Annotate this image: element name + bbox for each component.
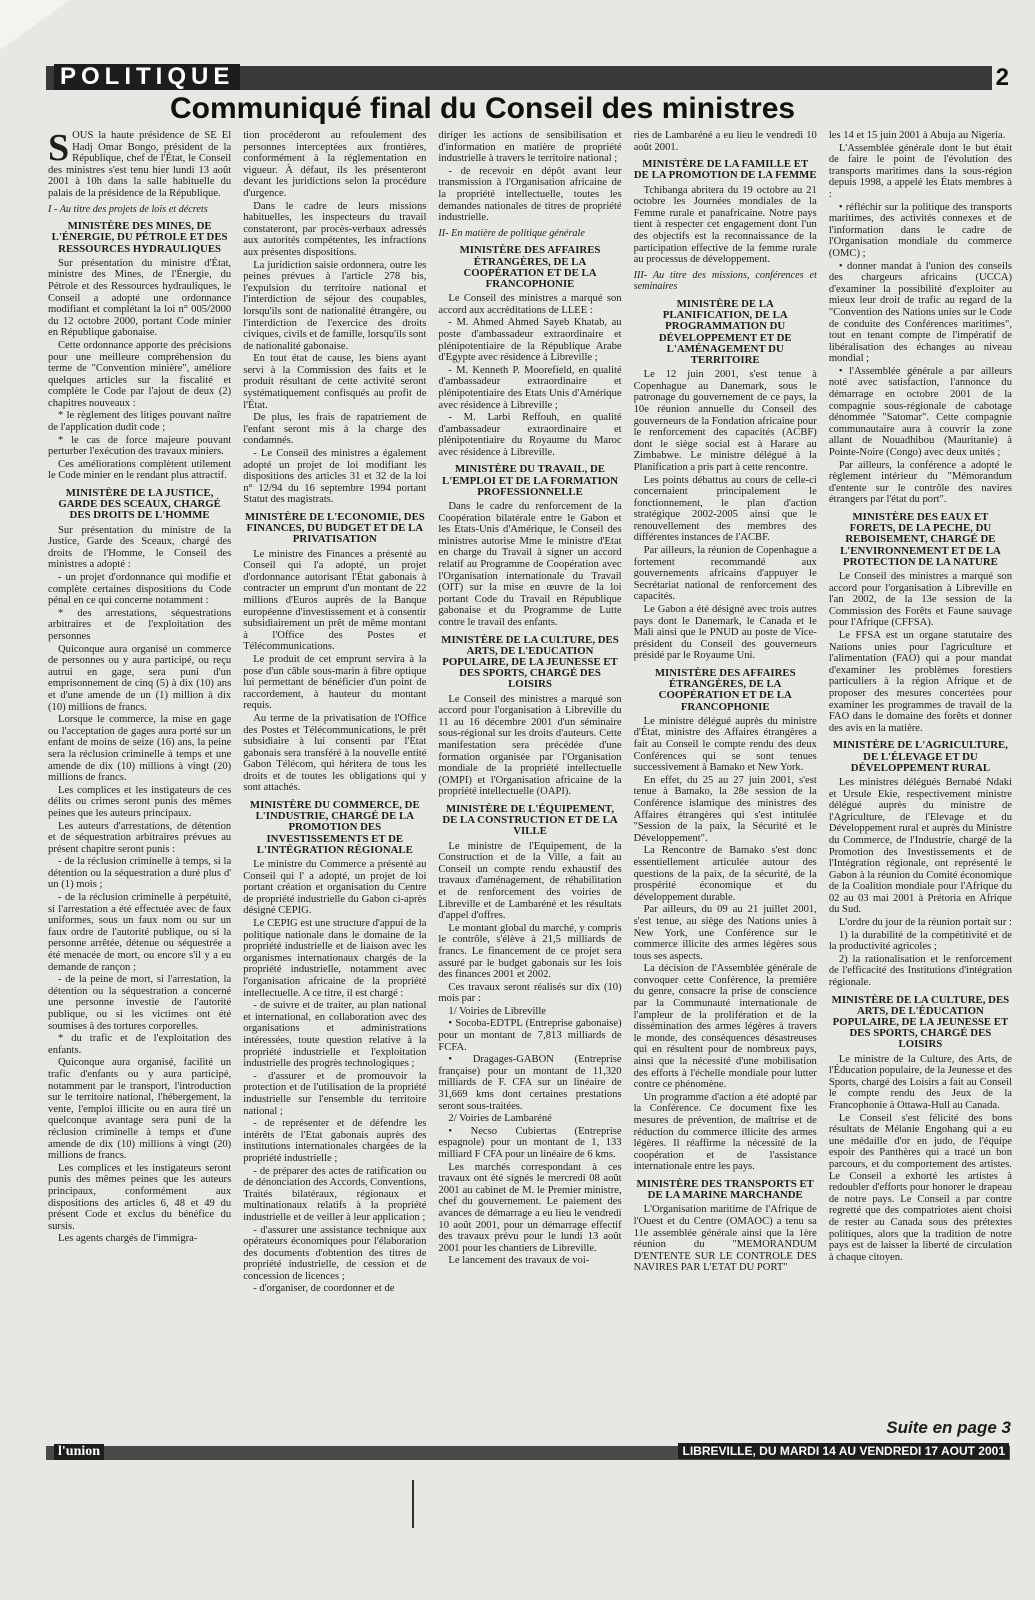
paragraph-text: MINISTÈRE DU TRAVAIL, DE L'EMPLOI ET DE LA FORMATION PROFESSIONNELLE	[442, 463, 618, 498]
article-paragraph	[48, 1233, 231, 1245]
ministry-heading	[48, 488, 231, 522]
ministry-heading	[634, 1179, 817, 1201]
article-paragraph	[438, 166, 621, 224]
paragraph-text: MINISTÈRE DE L'AGRICULTURE, DE L'ÉLEVAGE ET DU DÉVELOPPEMENT RURAL	[832, 739, 1008, 774]
article-paragraph	[48, 785, 231, 820]
paragraph-text: Quiconque aura organisé un commerce de personnes ou y aura participé, ou reçu autrui en gage, sera puni d'un emprisonnement de cinq (5) à dix (10) ans et d'une amende de un (1) million à dix (10) millions de francs.	[48, 643, 232, 713]
paragraph-text: • réfléchir sur la politique des transports maritimes, des activités connexes et de l'information dans le cadre de l'Organisation mondiale du commerce (OMC) ;	[828, 201, 1013, 259]
paragraph-text: Le Gabon a été désigné avec trois autres pays dont le Danemark, le Canada et le Mali ainsi que le PNUD au poste de Vice-président du Conseil des gouverneurs présidé par le Royaume Uni.	[633, 604, 817, 662]
paragraph-text: Le ministre du Commerce a présenté au Conseil qui l' a adopté, un projet de loi portant création et organisation du Centre de propriété industrielle du Gabon ci-après désigné CEPIG.	[243, 859, 427, 917]
paragraph-text: • Socoba-EDTPL (Entreprise gabonaise) pour un montant de 7,813 milliards de FCFA.	[438, 1018, 622, 1053]
article-paragraph	[243, 353, 426, 411]
article-column-4	[634, 130, 817, 1418]
article-paragraph	[634, 963, 817, 1091]
paragraph-text: MINISTÈRE DE L'ECONOMIE, DES FINANCES, DU BUDGET ET DE LA PRIVATISATION	[244, 511, 425, 546]
paragraph-text: Sur présentation du ministre d'État, ministre des Mines, de l'Énergie, du Pétrole et des Ressources hydrauliques, le Conseil a adopté une ordonnance modifiant et complétant la loi n° 005/2000 du 12 octobre 2000, portant Code minier en République gabonaise.	[48, 257, 232, 339]
paragraph-text: L'Organisation maritime de l'Afrique de l'Ouest et du Centre (OMAOC) a tenu sa 11e assemblée générale ainsi que la 1ère réunion du "MEMORANDUM D'ENTENTE SUR LE CONTROLE DES NAVIRES PAR L'ETAT DU PORT"	[633, 1204, 817, 1274]
article-paragraph	[829, 143, 1012, 201]
article-paragraph	[634, 604, 817, 662]
paragraph-text: Les points débattus au cours de celle-ci concernaient principalement le fonctionnement, le plan d'action stratégique 2002-2005 ainsi que le renouvellement des membres des différentes instances de l'ACBF.	[633, 474, 817, 544]
paragraph-text: Le produit de cet emprunt servira à la pose d'un câble sous-marin à fibre optique lui permettant de bénéficier d'un point de raccordement, à hauteur du montant requis.	[243, 653, 427, 712]
paragraph-text: - M. Kenneth P. Moorefield, en qualité d'ambassadeur extraordinaire et plénipotentiaire des Etats Unis d'Amérique avec résidence à Libreville ;	[438, 364, 622, 411]
paragraph-text: MINISTÈRE DE LA CULTURE, DES ARTS, DE L'ÉDUCATION POPULAIRE, DE LA JEUNESSE ET DES SPORTS, CHARGÉ DES LOISIRS	[831, 993, 1010, 1051]
paragraph-text: De plus, les frais de rapatriement de l'enfant seront mis à la charge des condamnés.	[243, 412, 427, 447]
paragraph-text: Par ailleurs, la réunion de Copenhague a fortement recommandé aux gouvernements africains d'appuyer le Secrétariat national de renforcement des capacités.	[633, 545, 817, 603]
paragraph-text: * le règlement des litiges pouvant naître de l'application dudit code ;	[48, 410, 232, 434]
article-paragraph	[48, 1163, 231, 1233]
paragraph-text: - de recevoir en dépôt avant leur transmission à l'Organisation africaine de la propriété intellectuelle, toutes les demandes nationales de titres de propriété industrielle.	[438, 165, 622, 224]
paragraph-text: Le montant global du marché, y compris le contrôle, s'élève à 21,5 milliards de francs. Le financement de ce projet sera assuré par le budget gabonais sur les lois des finances 2001 et 2002.	[438, 922, 622, 981]
paragraph-text: MINISTÈRE DE LA CULTURE, DES ARTS, DE L'EDUCATION POPULAIRE, DE LA JEUNESSE ET DES SPORTS, CHARGÉ DES LOISIRS	[441, 633, 619, 691]
paragraph-text: 2) la rationalisation et le renforcement de l'efficacité des Institutions d'intégration régionale.	[828, 953, 1013, 989]
paragraph-text: L'Assemblée générale dont le but était de faire le point de l'évolution des transports maritimes dans la sous-région depuis 1998, a appelé les États membres à :	[828, 142, 1013, 200]
paragraph-text: Le CEPIG est une structure d'appui de la politique nationale dans le domaine de la propriété industrielle et de liaison avec les organismes internationaux chargés de la propriété industrielle, notamment avec l'organisation africaine de la propriété intellectuelle. A ce titre, il est chargé :	[243, 918, 427, 999]
article-paragraph	[438, 412, 621, 458]
article-paragraph	[438, 1162, 621, 1255]
article-paragraph	[48, 892, 231, 973]
paragraph-text: Les complices et les instigateurs de ces délits ou crimes seront punis des mêmes peines que les auteurs principaux.	[48, 784, 232, 819]
page-number: 2	[992, 64, 1013, 92]
article-paragraph	[243, 1118, 426, 1164]
paragraph-text: Le ministre délégué auprès du ministre d'État, ministre des Affaires étrangères a fait au Conseil le compte rendu des deux Conférences qui se sont tenues successivement à Bamako et New York.	[633, 715, 817, 774]
paragraph-text: La décision de l'Assemblée générale de convoquer cette Conférence, la première du genre, consacre la prise de conscience par la Communauté internationale de l'ampleur de la prolifération et de la dissémination des armes légères à travers le monde, des conséquences désastreuses qui en résultent pour de nombreux pays, ainsi que la nécessité d'une mobilisation des efforts à l'échelle mondiale pour lutter contre ce phénomène.	[633, 963, 817, 1091]
headline: Communiqué final du Conseil des ministres	[170, 92, 796, 125]
paragraph-text: Sur présentation du ministre de la Justice, Garde des Sceaux, chargé des droits de l'Homme, le Conseil des ministres a adopté :	[48, 524, 232, 571]
article-paragraph	[829, 1113, 1012, 1264]
paragraph-text: ries de Lambaréné a eu lieu le vendredi 10 août 2001.	[633, 130, 817, 153]
article-paragraph	[48, 974, 231, 1032]
article-paragraph	[243, 1000, 426, 1070]
ministry-heading	[829, 995, 1012, 1051]
article-paragraph	[48, 459, 231, 482]
section-subheading	[438, 228, 621, 240]
paragraph-text: * du trafic et de l'exploitation des enfants.	[48, 1033, 232, 1056]
article-paragraph	[243, 918, 426, 999]
article-paragraph	[829, 630, 1012, 734]
article-paragraph	[48, 714, 231, 784]
ministry-heading	[634, 299, 817, 366]
continued-notice: Suite en page 3	[886, 1418, 1011, 1437]
article-paragraph	[48, 572, 231, 607]
page-fold-corner	[0, 0, 70, 50]
paragraph-text: Par ailleurs, du 09 au 21 juillet 2001, s'est tenue, au siège des Nations unies à New York, une Conférence sur le commerce illicite des armes légères sous tous ses aspects.	[633, 904, 817, 962]
article-paragraph	[243, 859, 426, 917]
paragraph-text: - de préparer des actes de ratification ou de dénonciation des Accords, Conventions, Traités bilatéraux, régionaux et multinationaux relatifs à la propriété industrielle et de veiller à leur application ;	[243, 1165, 427, 1223]
paragraph-text: * le cas de force majeure pouvant perturber l'exécution des travaux miniers.	[48, 434, 232, 458]
article-paragraph	[438, 501, 621, 629]
paragraph-text: Un programme d'action a été adopté par la Conférence. Ce document fixe les mesures de prévention, de maîtrise et de réduction du commerce illicite des armes légères. Il réaffirme la nécessité de la coopération et de l'assistance internationale entre les pays.	[633, 1091, 817, 1173]
article-columns	[48, 130, 1012, 1418]
paragraph-text: MINISTÈRE DE LA JUSTICE, GARDE DES SCEAUX, CHARGÉ DES DROITS DE L'HOMME	[58, 487, 221, 522]
article-paragraph	[438, 317, 621, 363]
paragraph-text: MINISTÈRE DES MINES, DE L'ÉNERGIE, DU PÉTROLE ET DES RESSOURCES HYDRAULIQUES	[51, 220, 228, 255]
article-paragraph	[48, 856, 231, 891]
article-paragraph	[829, 261, 1012, 365]
paragraph-text: Le 12 juin 2001, s'est tenue à Copenhague au Danemark, sous le patronage du gouvernement de ce pays, la 10e réunion annuelle du Conseil des gouverneurs de la Fondation africaine pour le renforcement des capacités (ACBF) dont le siège social est à Harare au Zimbabwe. Le ministre délégué à la Planification a pris part à cette rencontre.	[633, 369, 817, 473]
article-column-1	[48, 130, 231, 1418]
paragraph-text: Par ailleurs, la conférence a adopté le règlement intérieur du "Mémorandum d'entente sur le contrôle des navires étrangers par l'état du port".	[828, 459, 1013, 506]
ministry-heading	[48, 221, 231, 255]
newspaper-masthead: l'union	[54, 1444, 104, 1460]
paragraph-text: Ces travaux seront réalisés sur dix (10) mois par :	[438, 981, 622, 1005]
article-paragraph	[634, 130, 817, 153]
article-paragraph	[438, 130, 621, 165]
paragraph-text: MINISTÈRE DE LA PLANIFICATION, DE LA PROGRAMMATION DU DÉVELOPPEMENT ET DE L'AMÉNAGEMENT DU TERRITOIRE	[658, 297, 792, 366]
ministry-heading	[438, 464, 621, 498]
article-paragraph	[438, 982, 621, 1005]
article-paragraph	[438, 694, 621, 798]
article-paragraph	[829, 930, 1012, 953]
article-paragraph	[634, 716, 817, 774]
paragraph-text: - de la réclusion criminelle à temps, si la détention ou la séquestration a duré plus d' un (1) mois ;	[48, 856, 232, 891]
drop-cap: S	[48, 130, 70, 169]
article-paragraph	[634, 1092, 817, 1173]
article-paragraph	[243, 201, 426, 259]
paragraph-text: - d'organiser, de coordonner et de	[253, 1283, 395, 1295]
ministry-heading	[634, 159, 817, 181]
article-paragraph	[829, 1054, 1012, 1112]
article-paragraph	[48, 1057, 231, 1161]
paragraph-text: Lorsque le commerce, la mise en gage ou l'acceptation de gages aura porté sur un enfant de moins de seize (16) ans, la peine sera la réclusion criminelle à temps et une amende de dix (10) millions à vingt (20) millions de francs.	[48, 714, 232, 784]
paragraph-text: I - Au titre des projets de lois et décrets	[48, 203, 208, 215]
paragraph-text: Quiconque aura organisé, facilité un trafic d'enfants ou y aura participé, notamment par le transport, l'introduction sur le territoire national, l'hébergement, la vente, l'emploi illicite ou en aura tiré un quelconque avantage sera puni de la réclusion criminelle à temps et d'une amende de dix (10) millions à vingt (20) millions de francs.	[48, 1057, 232, 1162]
article-paragraph	[438, 365, 621, 411]
paragraph-text: Le Conseil des ministres a marqué son accord pour l'organisation à Libreville en l'an 2002, de la 13e session de la Commission des Forêts et Faune sauvage pour l'Afrique (CFFSA).	[828, 571, 1013, 629]
paragraph-text: 2/ Voiries de Lambaréné	[448, 1113, 552, 1125]
paragraph-text: Ces améliorations complètent utilement le Code minier en le rendant plus attractif.	[48, 458, 232, 482]
article-paragraph	[829, 777, 1012, 916]
article-paragraph	[438, 293, 621, 316]
article-paragraph	[438, 1018, 621, 1053]
ministry-heading	[438, 804, 621, 838]
article-paragraph	[48, 340, 231, 410]
article-paragraph	[243, 1283, 426, 1295]
paragraph-text: les 14 et 15 juin 2001 à Abuja au Nigeria.	[828, 130, 1006, 141]
article-column-3	[438, 130, 621, 1418]
paragraph-text: Les marchés correspondant à ces travaux ont été signés le mercredi 08 août 2001 au cabinet de M. le Premier ministre, chef du gouvernement. Le paiement des avances de démarrage a eu lieu le vendredi 10 août 2001, pour un démarrage effectif des travaux prévu pour le lundi 13 août 2001 pour les chantiers de Libreville.	[438, 1161, 622, 1254]
section-subheading	[634, 270, 817, 293]
paragraph-text: * des arrestations, séquestrations arbitraires et de l'exploitation des personnes	[48, 607, 232, 642]
paragraph-text: MINISTÈRE DE L'ÉQUIPEMENT, DE LA CONSTRUCTION ET DE LA VILLE	[442, 802, 618, 838]
paragraph-text: La Rencontre de Bamako s'est donc essentiellement articulée autour des questions de la paix, de la sécurité, de la prospérité économique et du développement durable.	[633, 845, 817, 903]
article-paragraph	[243, 549, 426, 653]
paragraph-text: - d'assurer une assistance technique aux opérateurs économiques pour l'élaboration des documents d'obtention des titres de propriété industrielle, de cession et de concession de licences ;	[243, 1224, 427, 1282]
dateline: LIBREVILLE, DU MARDI 14 AU VENDREDI 17 AOUT 2001	[678, 1443, 1009, 1459]
paragraph-text: MINISTÈRE DES TRANSPORTS ET DE LA MARINE MARCHANDE	[636, 1177, 814, 1202]
article-paragraph	[438, 1054, 621, 1112]
paragraph-text: - un projet d'ordonnance qui modifie et complète certaines dispositions du Code pénal en ce qui concerne notamment :	[48, 572, 232, 607]
paragraph-text: Le Conseil des ministres a marqué son accord pour l'organisation à Libreville du 11 au 16 décembre 2001 d'un séminaire sous-régional sur les droits d'auteurs. Cette manifestation sera précédée d'une formation organisée par l'Organisation mondiale de la propriété intellectuelle (OMPI) et l'Organisation africaine de la propriété intellectuelle (OAPI).	[438, 693, 622, 798]
article-paragraph	[243, 654, 426, 712]
paragraph-text: 1/ Voiries de Libreville	[448, 1005, 546, 1017]
article-paragraph	[634, 775, 817, 845]
paragraph-text: MINISTÈRE DES EAUX ET FORETS, DE LA PECHE, DU REBOISEMENT, CHARGÉ DE L'ENVIRONNEMENT ET DE LA PROTECTION DE LA NATURE	[840, 511, 1001, 568]
article-paragraph	[634, 1204, 817, 1274]
paragraph-text: Le ministre de la Culture, des Arts, de l'Éducation populaire, de la Jeunesse et des Sports, chargé des Loisirs a fait au Conseil le compte rendu des Jeux de la Francophonie à Ottawa-Hull au Canada.	[828, 1053, 1013, 1112]
paragraph-text: Le FFSA est un organe statutaire des Nations unies pour l'agriculture et l'alimentation (FAO) qui a pour mandat d'examiner les problèmes forestiers particuliers à la région Afrique et de proposer des mesures concertées pour examiner les programmes de travail de la FAO dans le domaine des forêts et donner des avis en la matière.	[828, 629, 1013, 734]
paragraph-text: Les auteurs d'arrestations, de détention et de séquestration arbitraires prévues au présent chapitre seront punis :	[48, 820, 232, 855]
article-paragraph	[243, 448, 426, 506]
paragraph-text: • l'Assemblée générale a par ailleurs noté avec satisfaction, l'annonce du démarrage en octobre 2001 de la compagnie sous-régionale de cabotage dénommée "Satomar". Cette compagnie communautaire aura à couvrir la zone allant de Nouadhibou (Mauritanie) à Pointe-Noire (Congo) avec deux unités ;	[828, 365, 1013, 459]
paragraph-text: - M. Ahmed Ahmed Sayeb Khatab, au poste d'ambassadeur extraordinaire et plénipotentiaire de la République Arabe d'Egypte avec résidence à Libreville ;	[438, 317, 622, 364]
ministry-heading	[829, 740, 1012, 774]
paragraph-text: En effet, du 25 au 27 juin 2001, s'est tenue à Bamako, la 28e session de la Conférence islamique des ministres des Affaires étrangères qui s'est intitulée "Session de la paix, la Sécurité et le Développement".	[633, 774, 817, 844]
article-paragraph	[243, 130, 426, 200]
article-paragraph	[438, 1113, 621, 1125]
article-paragraph	[634, 475, 817, 545]
article-paragraph	[829, 366, 1012, 459]
article-paragraph	[438, 923, 621, 981]
paragraph-text: • donner mandat à l'union des conseils des chargeurs africains (UCCA) d'examiner la possibilité d'exploiter au mieux leur droit de trafic au regard de la "Convention des Nations unies sur le Code de conduite des Conférences maritimes", tout en tenant compte de l'impératif de libéralisation des échanges au niveau mondial ;	[828, 260, 1013, 365]
paragraph-text: OUS la haute présidence de SE El Hadj Omar Bongo, président de la République, chef de l'État, le Conseil des ministres s'est tenu hier lundi 13 août 2001 à 10h dans la salle habituelle du palais de la présidence de la République.	[48, 130, 232, 199]
article-paragraph	[829, 202, 1012, 260]
paragraph-text: III- Au titre des missions, conférences et seminaires	[633, 269, 817, 293]
article-paragraph	[48, 130, 231, 200]
paragraph-text: Les agents chargés de l'immigra-	[58, 1233, 198, 1245]
paragraph-text: Le ministre de l'Equipement, de la Construction et de la Ville, a fait au Conseil un compte rendu exhaustif des travaux d'aménagement, de réhabilitation et de renforcement des voiries de Libreville et de Lambaréné et les résultats d'appel d'offres.	[438, 840, 622, 922]
paragraph-text: - de la réclusion criminelle à perpétuité, si l'arrestation a été effectuée avec de faux uniformes, sous un faux nom ou sur un faux ordre de l'autorité publique, ou si la personne arrêtée, détenue ou séquestrée a été menacée de mort, ou encore s'il y a eu demande de rançon ;	[48, 892, 232, 973]
paragraph-text: Le ministre des Finances a présenté au Conseil qui l'a adopté, un projet d'ordonnance autorisant l'État gabonais à contracter un emprunt d'un montant de 22 millions d'Euros auprès de la Banque européenne d'investissement et à consentir subsidiairement un prêt de même montant à l'Office des Postes et Télécommunications.	[243, 548, 427, 653]
paragraph-text: Le Conseil s'est félicité des bons résultats de Mélanie Engohang qui a eu une médaille d'or en judo, de l'équipe espoir des Panthères qui a tracé un bon parcours, et du comportement des artistes. Le Conseil a exhorté les artistes à redoubler d'efforts pour honorer le drapeau de notre pays. Le Conseil a par contre regretté que des compatriotes aient choisi de rester au Canada sous des prétextes politiques, alors que la tradition de notre pays est de laisser la liberté de circulation à chaque citoyen.	[828, 1112, 1013, 1263]
paragraph-text: - de représenter et de défendre les intérêts de l'Etat gabonais auprès des institutions internationales chargées de la propriété industrielle ;	[243, 1118, 427, 1164]
paragraph-text: • Dragages-GABON (Entreprise française) pour un montant de 11,320 milliards de F. CFA sur un linéaire de 31,669 kms dont certaines prestations seront sous-traitées.	[438, 1054, 622, 1112]
article-column-5	[829, 130, 1012, 1418]
article-paragraph	[634, 185, 817, 266]
ministry-heading	[438, 635, 621, 691]
paragraph-text: Dans le cadre du renforcement de la Coopération bilatérale entre le Gabon et les Etats-Unis d'Amérique, le Conseil des ministres autorise Mme le ministre d'Etat en charge du Travail à signer un accord relatif au Programme de Coopération avec l'Organisation internationale du Travail (OIT) sur la mise en œuvre de la loi portant Code du Travail en République gabonaise et du Programme de Lutte contre le travail des enfants.	[438, 501, 622, 629]
paragraph-text: diriger les actions de sensibilisation et d'information en matière de propriété industrielle à travers le territoire national ;	[438, 130, 622, 165]
article-paragraph	[438, 841, 621, 922]
paragraph-text: MINISTÈRE DES AFFAIRES ÉTRANGÈRES, DE LA COOPÉRATION ET DE LA FRANCOPHONIE	[654, 667, 796, 713]
article-paragraph	[48, 525, 231, 571]
paragraph-text: • Necso Cubiertas (Entreprise espagnole) pour un montant de 1, 133 milliard F CFA pour un linéaire de 6 kms.	[438, 1125, 622, 1161]
article-paragraph	[634, 369, 817, 473]
paragraph-text: Le lancement des travaux de voi-	[448, 1255, 590, 1267]
paragraph-text: - de suivre et de traiter, au plan national et international, en collaboration avec des organisations et administrations intéressées, toute question relative à la propriété industrielle et l'exploitation industrielle des progrès technologiques ;	[243, 1000, 427, 1070]
article-paragraph	[829, 460, 1012, 506]
paragraph-text: - de la peine de mort, si l'arrestation, la détention ou la séquestration a concerné une personne investie de l'autorité publique, ou si les victimes ont été soumises à des tortures corporelles.	[48, 974, 232, 1032]
paragraph-text: MINISTÈRE DES AFFAIRES ÉTRANGÈRES, DE LA COOPÉRATION ET DE LA FRANCOPHONIE	[459, 244, 601, 290]
article-paragraph	[438, 1255, 621, 1267]
paragraph-text: Au terme de la privatisation de l'Office des Postes et Télécommunications, le prêt subsidiaire à lui consenti par l'Etat gabonais sera transféré à la nouvelle entité Gabon Télécom, qui héritera de tous les droits et de toutes les obligations qui y sont attachés.	[243, 712, 427, 794]
article-paragraph	[48, 608, 231, 643]
paragraph-text: L'ordre du jour de la réunion portait sur :	[838, 917, 1012, 929]
article-column-2	[243, 130, 426, 1418]
paragraph-text: Tchibanga abritera du 19 octobre au 21 octobre les Journées mondiales de la Femme rurale et panafricaine. Notre pays tient à respecter cet engagement dont l'un des objectifs est la reconnaissance de la participation effective de la femme rurale au processus de développement.	[633, 184, 817, 266]
ministry-heading	[829, 512, 1012, 568]
section-subheading	[48, 204, 231, 216]
ministry-heading	[438, 245, 621, 290]
article-paragraph	[48, 644, 231, 714]
article-paragraph	[829, 917, 1012, 929]
paragraph-text: Dans le cadre de leurs missions habituelles, les inspecteurs du travail constateront, par procès-verbaux adressés aux autorités compétentes, les infractions aux présentes dispositions.	[243, 200, 427, 258]
paragraph-text: Cette ordonnance apporte des précisions pour une meilleure compréhension du terme de "Convention minière", améliore quelques articles sur la fiscalité et complète le Code par l'ajout de deux (2) chapitres nouveaux :	[48, 339, 232, 409]
article-paragraph	[48, 821, 231, 856]
ministry-heading	[243, 512, 426, 546]
paragraph-text: 1) la durabilité de la compétitivité et de la productivité agricoles ;	[828, 929, 1013, 953]
section-label: POLITIQUE	[54, 64, 240, 90]
article-paragraph	[243, 1071, 426, 1117]
paragraph-text: tion procéderont au refoulement des personnes interceptées aux frontières, conformément à la réglementation en vigueur. À défaut, ils les présenteront devant les juridictions selon la procédure d'urgence.	[243, 130, 427, 199]
article-paragraph	[48, 410, 231, 433]
article-paragraph	[634, 545, 817, 603]
paragraph-text: Les complices et les instigateurs seront punis des mêmes peines que les auteurs principaux, conformément aux dispositions des articles 6, 48 et 49 du présent Code et exclus du bénéfice du sursis.	[48, 1162, 232, 1232]
article-paragraph	[829, 954, 1012, 989]
article-paragraph	[829, 130, 1012, 142]
article-paragraph	[243, 1225, 426, 1283]
paragraph-text: La juridiction saisie ordonnera, outre les peines prévues à l'article 278 bis, l'expulsion du territoire national et l'interdiction de séjour des coupables, lorsqu'ils sont de nationalité étrangère, ou l'interdiction de l'exercice des droits civiques, civils et de famille, lorsqu'ils sont de nationalité gabonaise.	[243, 259, 427, 352]
ministry-heading	[634, 668, 817, 713]
article-paragraph	[48, 258, 231, 339]
paragraph-text: - M. Larbi Reffouh, en qualité d'ambassadeur extraordinaire et plénipotentiaire du Royaume du Maroc avec résidence à Libreville.	[438, 412, 622, 458]
article-paragraph	[48, 1033, 231, 1056]
article-paragraph	[634, 845, 817, 903]
paragraph-text: MINISTÈRE DU COMMERCE, DE L'INDUSTRIE, CHARGÉ DE LA PROMOTION DES INVESTISSEMENTS ET DE L'INTÉGRATION RÉGIONALE	[249, 799, 420, 856]
article-paragraph	[243, 1166, 426, 1224]
article-paragraph	[243, 713, 426, 794]
paragraph-text: Le Conseil des ministres a marqué son accord aux accréditations de LLEE :	[438, 293, 622, 316]
article-paragraph	[438, 1006, 621, 1018]
article-paragraph	[48, 435, 231, 458]
paragraph-text: En tout état de cause, les biens ayant servi à la Commission des faits et le produit résultant de cette activité seront systématiquement confisqués au profit de l'État.	[243, 353, 427, 411]
article-paragraph	[829, 571, 1012, 629]
paragraph-text: MINISTÈRE DE LA FAMILLE ET DE LA PROMOTION DE LA FEMME	[633, 158, 817, 182]
article-paragraph	[438, 1126, 621, 1161]
paragraph-text: Les ministres délégués Bernabé Ndaki et Ursule Ekie, respectivement ministre délégué auprès du ministre de l'Agriculture, de l'Elevage et du Développement rural et auprès du Ministre du Commerce, de l'Industrie, chargé de la Promotion des Investissements et de l'Intégration régionale, ont représenté le Gabon à la réunion du Comité économique de la Coalition mondiale pour l'Afrique du 02 au 03 mai 2001 à Prétoria en Afrique du Sud.	[828, 776, 1013, 916]
article-paragraph	[634, 904, 817, 962]
ministry-heading	[243, 800, 426, 856]
paragraph-text: - Le Conseil des ministres a également adopté un projet de loi modifiant les dispositions des articles 31 et 32 de la loi n° 12/94 du 16 septembre 1994 portant Statut des magistrats.	[243, 448, 427, 506]
scan-mark	[412, 1480, 414, 1528]
paragraph-text: II- En matière de politique générale	[438, 227, 585, 239]
article-paragraph	[243, 412, 426, 447]
article-paragraph	[243, 260, 426, 353]
paragraph-text: - d'assurer et de promouvoir la protection et de l'utilisation de la propriété industrielle sur l'ensemble du territoire national ;	[243, 1070, 427, 1117]
